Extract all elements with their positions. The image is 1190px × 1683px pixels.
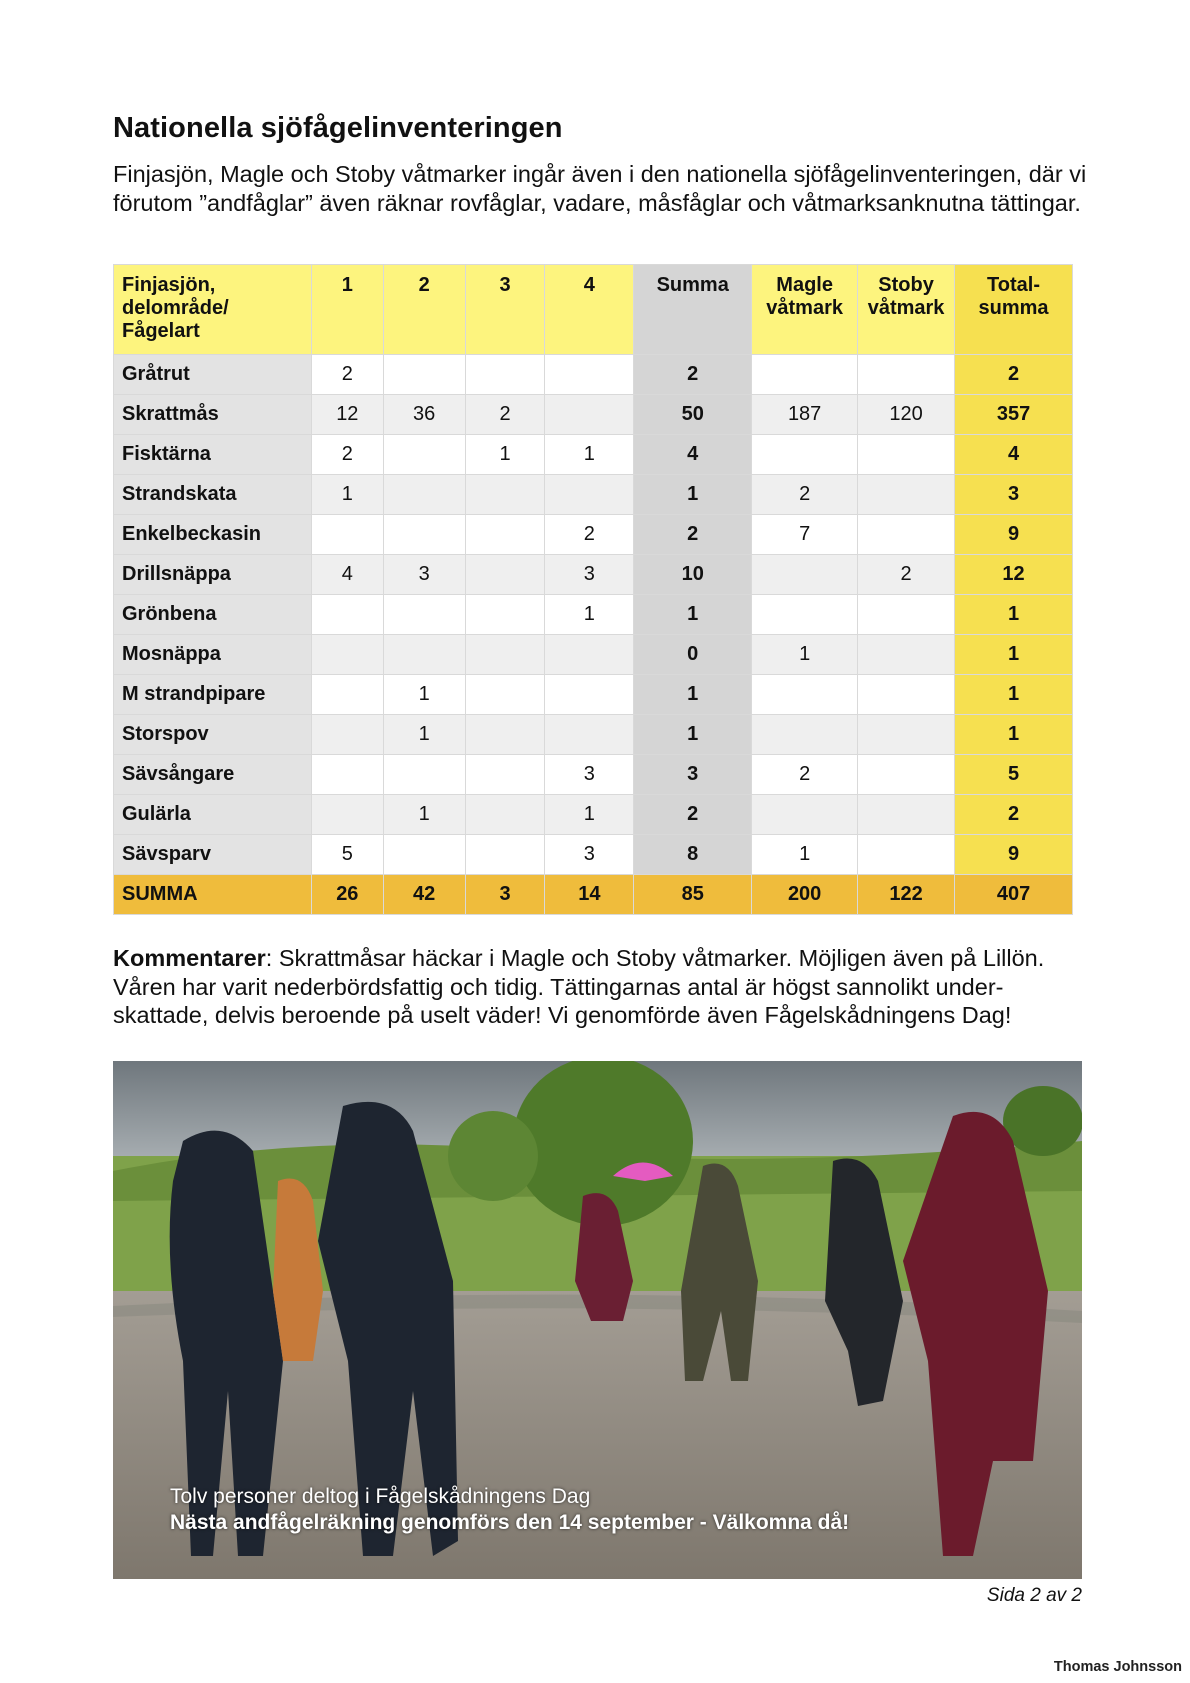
cell-magle bbox=[752, 435, 858, 475]
cell-stoby bbox=[858, 435, 955, 475]
cell-c2: 3 bbox=[383, 555, 465, 595]
cell-summa: 3 bbox=[634, 755, 752, 795]
cell-stoby bbox=[858, 475, 955, 515]
cell-species: SUMMA bbox=[114, 875, 312, 915]
comments-paragraph bbox=[113, 944, 1098, 1030]
cell-c3 bbox=[465, 715, 545, 755]
table-row bbox=[114, 435, 1073, 475]
cell-total: 5 bbox=[955, 755, 1073, 795]
cell-c2 bbox=[383, 475, 465, 515]
cell-c2 bbox=[383, 435, 465, 475]
cell-species: Gråtrut bbox=[114, 355, 312, 395]
cell-total: 2 bbox=[955, 795, 1073, 835]
cell-species: Mosnäppa bbox=[114, 635, 312, 675]
cell-c3 bbox=[465, 595, 545, 635]
cell-c1 bbox=[311, 795, 383, 835]
cell-c2: 36 bbox=[383, 395, 465, 435]
table-sum-row bbox=[114, 875, 1073, 915]
cell-total: 1 bbox=[955, 675, 1073, 715]
cell-total: 1 bbox=[955, 595, 1073, 635]
cell-stoby: 2 bbox=[858, 555, 955, 595]
table-row bbox=[114, 835, 1073, 875]
cell-c3 bbox=[465, 555, 545, 595]
cell-summa: 1 bbox=[634, 675, 752, 715]
table-row bbox=[114, 795, 1073, 835]
cell-magle: 200 bbox=[752, 875, 858, 915]
cell-stoby bbox=[858, 635, 955, 675]
cell-c3 bbox=[465, 755, 545, 795]
table-row bbox=[114, 595, 1073, 635]
table-row bbox=[114, 395, 1073, 435]
cell-summa: 2 bbox=[634, 515, 752, 555]
intro-paragraph: Finjasjön, Magle och Stoby våtmarker ingår även i den nationella sjöfågelinventeringen, där vi förutom ”andfåglar” även räknar rovfåglar, vadare, måsfåglar och våtmarksanknutna tättingar. bbox=[113, 161, 1087, 216]
header-area-2: 2 bbox=[383, 265, 465, 355]
page-number: Sida 2 av 2 bbox=[986, 1585, 1082, 1606]
cell-c2 bbox=[383, 595, 465, 635]
cell-magle bbox=[752, 675, 858, 715]
cell-c3 bbox=[465, 355, 545, 395]
header-summa: Summa bbox=[634, 265, 752, 355]
cell-c3 bbox=[465, 675, 545, 715]
cell-species: Gulärla bbox=[114, 795, 312, 835]
header-area-4: 4 bbox=[545, 265, 634, 355]
header-area-3: 3 bbox=[465, 265, 545, 355]
author-credit: Thomas Johnsson bbox=[1053, 1659, 1182, 1675]
cell-c1: 5 bbox=[311, 835, 383, 875]
cell-c1: 26 bbox=[311, 875, 383, 915]
cell-total: 9 bbox=[955, 515, 1073, 555]
cell-summa: 2 bbox=[634, 355, 752, 395]
cell-total: 12 bbox=[955, 555, 1073, 595]
cell-c4: 14 bbox=[545, 875, 634, 915]
cell-c4: 2 bbox=[545, 515, 634, 555]
cell-stoby bbox=[858, 715, 955, 755]
cell-c4 bbox=[545, 715, 634, 755]
cell-c4 bbox=[545, 675, 634, 715]
photo-caption-line1: Tolv personer deltog i Fågelskådningens Dag bbox=[170, 1485, 591, 1508]
comments-text: : Skrattmåsar häckar i Magle och Stoby våtmarker. Möjligen även på Lillön. Våren har varit nederbördsfattig och tidig. Tättingarnas antal är högst sannolikt under-skattade, delvis beroende på uselt väder! Vi genomförde även Fågelskådningens Dag! bbox=[113, 945, 1045, 1028]
cell-c1: 2 bbox=[311, 355, 383, 395]
table-row bbox=[114, 355, 1073, 395]
cell-total: 1 bbox=[955, 715, 1073, 755]
cell-stoby bbox=[858, 595, 955, 635]
cell-magle: 187 bbox=[752, 395, 858, 435]
cell-c3: 2 bbox=[465, 395, 545, 435]
table-row bbox=[114, 475, 1073, 515]
cell-total: 1 bbox=[955, 635, 1073, 675]
cell-c4: 1 bbox=[545, 435, 634, 475]
cell-c2 bbox=[383, 515, 465, 555]
cell-c4: 3 bbox=[545, 755, 634, 795]
cell-c2 bbox=[383, 355, 465, 395]
cell-total: 3 bbox=[955, 475, 1073, 515]
cell-c3 bbox=[465, 475, 545, 515]
cell-summa: 1 bbox=[634, 475, 752, 515]
cell-magle: 2 bbox=[752, 475, 858, 515]
cell-magle: 1 bbox=[752, 835, 858, 875]
cell-total: 407 bbox=[955, 875, 1073, 915]
cell-magle: 7 bbox=[752, 515, 858, 555]
cell-c3 bbox=[465, 835, 545, 875]
cell-magle bbox=[752, 355, 858, 395]
cell-species: M strandpipare bbox=[114, 675, 312, 715]
cell-c2 bbox=[383, 835, 465, 875]
photo-caption-line2: Nästa andfågelräkning genomförs den 14 september - Välkomna då! bbox=[170, 1511, 850, 1534]
cell-c1 bbox=[311, 635, 383, 675]
cell-c3 bbox=[465, 515, 545, 555]
group-photo bbox=[113, 1061, 1082, 1579]
cell-c4: 1 bbox=[545, 795, 634, 835]
cell-c2 bbox=[383, 755, 465, 795]
cell-stoby bbox=[858, 515, 955, 555]
cell-species: Strandskata bbox=[114, 475, 312, 515]
table-row bbox=[114, 755, 1073, 795]
cell-total: 2 bbox=[955, 355, 1073, 395]
header-magle: Magle våtmark bbox=[752, 265, 858, 355]
cell-total: 4 bbox=[955, 435, 1073, 475]
cell-stoby bbox=[858, 355, 955, 395]
cell-magle: 1 bbox=[752, 635, 858, 675]
comments-label: Kommentarer bbox=[113, 945, 266, 971]
cell-stoby bbox=[858, 835, 955, 875]
cell-c3 bbox=[465, 795, 545, 835]
header-species: Finjasjön, delområde/ Fågelart bbox=[114, 265, 312, 355]
cell-total: 9 bbox=[955, 835, 1073, 875]
cell-species: Skrattmås bbox=[114, 395, 312, 435]
cell-c1: 4 bbox=[311, 555, 383, 595]
cell-species: Drillsnäppa bbox=[114, 555, 312, 595]
cell-c4: 3 bbox=[545, 555, 634, 595]
cell-stoby bbox=[858, 675, 955, 715]
cell-summa: 2 bbox=[634, 795, 752, 835]
cell-c1 bbox=[311, 675, 383, 715]
cell-magle bbox=[752, 555, 858, 595]
cell-species: Sävsparv bbox=[114, 835, 312, 875]
table-row bbox=[114, 715, 1073, 755]
page-title: Nationella sjöfågelinventeringen bbox=[113, 112, 563, 144]
cell-c2: 42 bbox=[383, 875, 465, 915]
cell-summa: 10 bbox=[634, 555, 752, 595]
cell-species: Sävsångare bbox=[114, 755, 312, 795]
cell-c1 bbox=[311, 715, 383, 755]
cell-c3 bbox=[465, 635, 545, 675]
table-row bbox=[114, 515, 1073, 555]
cell-magle bbox=[752, 795, 858, 835]
cell-summa: 4 bbox=[634, 435, 752, 475]
cell-c1 bbox=[311, 595, 383, 635]
cell-c2: 1 bbox=[383, 675, 465, 715]
bird-count-table bbox=[113, 264, 1073, 915]
cell-stoby bbox=[858, 795, 955, 835]
cell-summa: 0 bbox=[634, 635, 752, 675]
cell-c1 bbox=[311, 755, 383, 795]
cell-c4 bbox=[545, 355, 634, 395]
table-row bbox=[114, 555, 1073, 595]
cell-summa: 1 bbox=[634, 715, 752, 755]
cell-c1 bbox=[311, 515, 383, 555]
cell-c1: 1 bbox=[311, 475, 383, 515]
cell-stoby bbox=[858, 755, 955, 795]
cell-summa: 50 bbox=[634, 395, 752, 435]
cell-magle: 2 bbox=[752, 755, 858, 795]
cell-summa: 1 bbox=[634, 595, 752, 635]
cell-c3: 3 bbox=[465, 875, 545, 915]
cell-c4 bbox=[545, 635, 634, 675]
table-header-row bbox=[114, 265, 1073, 355]
cell-species: Storspov bbox=[114, 715, 312, 755]
cell-magle bbox=[752, 715, 858, 755]
cell-summa: 85 bbox=[634, 875, 752, 915]
cell-stoby: 122 bbox=[858, 875, 955, 915]
cell-summa: 8 bbox=[634, 835, 752, 875]
cell-species: Fisktärna bbox=[114, 435, 312, 475]
cell-c2 bbox=[383, 635, 465, 675]
cell-total: 357 bbox=[955, 395, 1073, 435]
cell-species: Grönbena bbox=[114, 595, 312, 635]
cell-c1: 2 bbox=[311, 435, 383, 475]
cell-c2: 1 bbox=[383, 715, 465, 755]
header-area-1: 1 bbox=[311, 265, 383, 355]
cell-species: Enkelbeckasin bbox=[114, 515, 312, 555]
table-row bbox=[114, 635, 1073, 675]
header-stoby: Stoby våtmark bbox=[858, 265, 955, 355]
cell-c3: 1 bbox=[465, 435, 545, 475]
cell-magle bbox=[752, 595, 858, 635]
cell-stoby: 120 bbox=[858, 395, 955, 435]
cell-c4: 1 bbox=[545, 595, 634, 635]
header-total: Total-summa bbox=[955, 265, 1073, 355]
table-row bbox=[114, 675, 1073, 715]
table-body bbox=[114, 355, 1073, 915]
cell-c4 bbox=[545, 395, 634, 435]
cell-c1: 12 bbox=[311, 395, 383, 435]
cell-c4 bbox=[545, 475, 634, 515]
cell-c4: 3 bbox=[545, 835, 634, 875]
cell-c2: 1 bbox=[383, 795, 465, 835]
